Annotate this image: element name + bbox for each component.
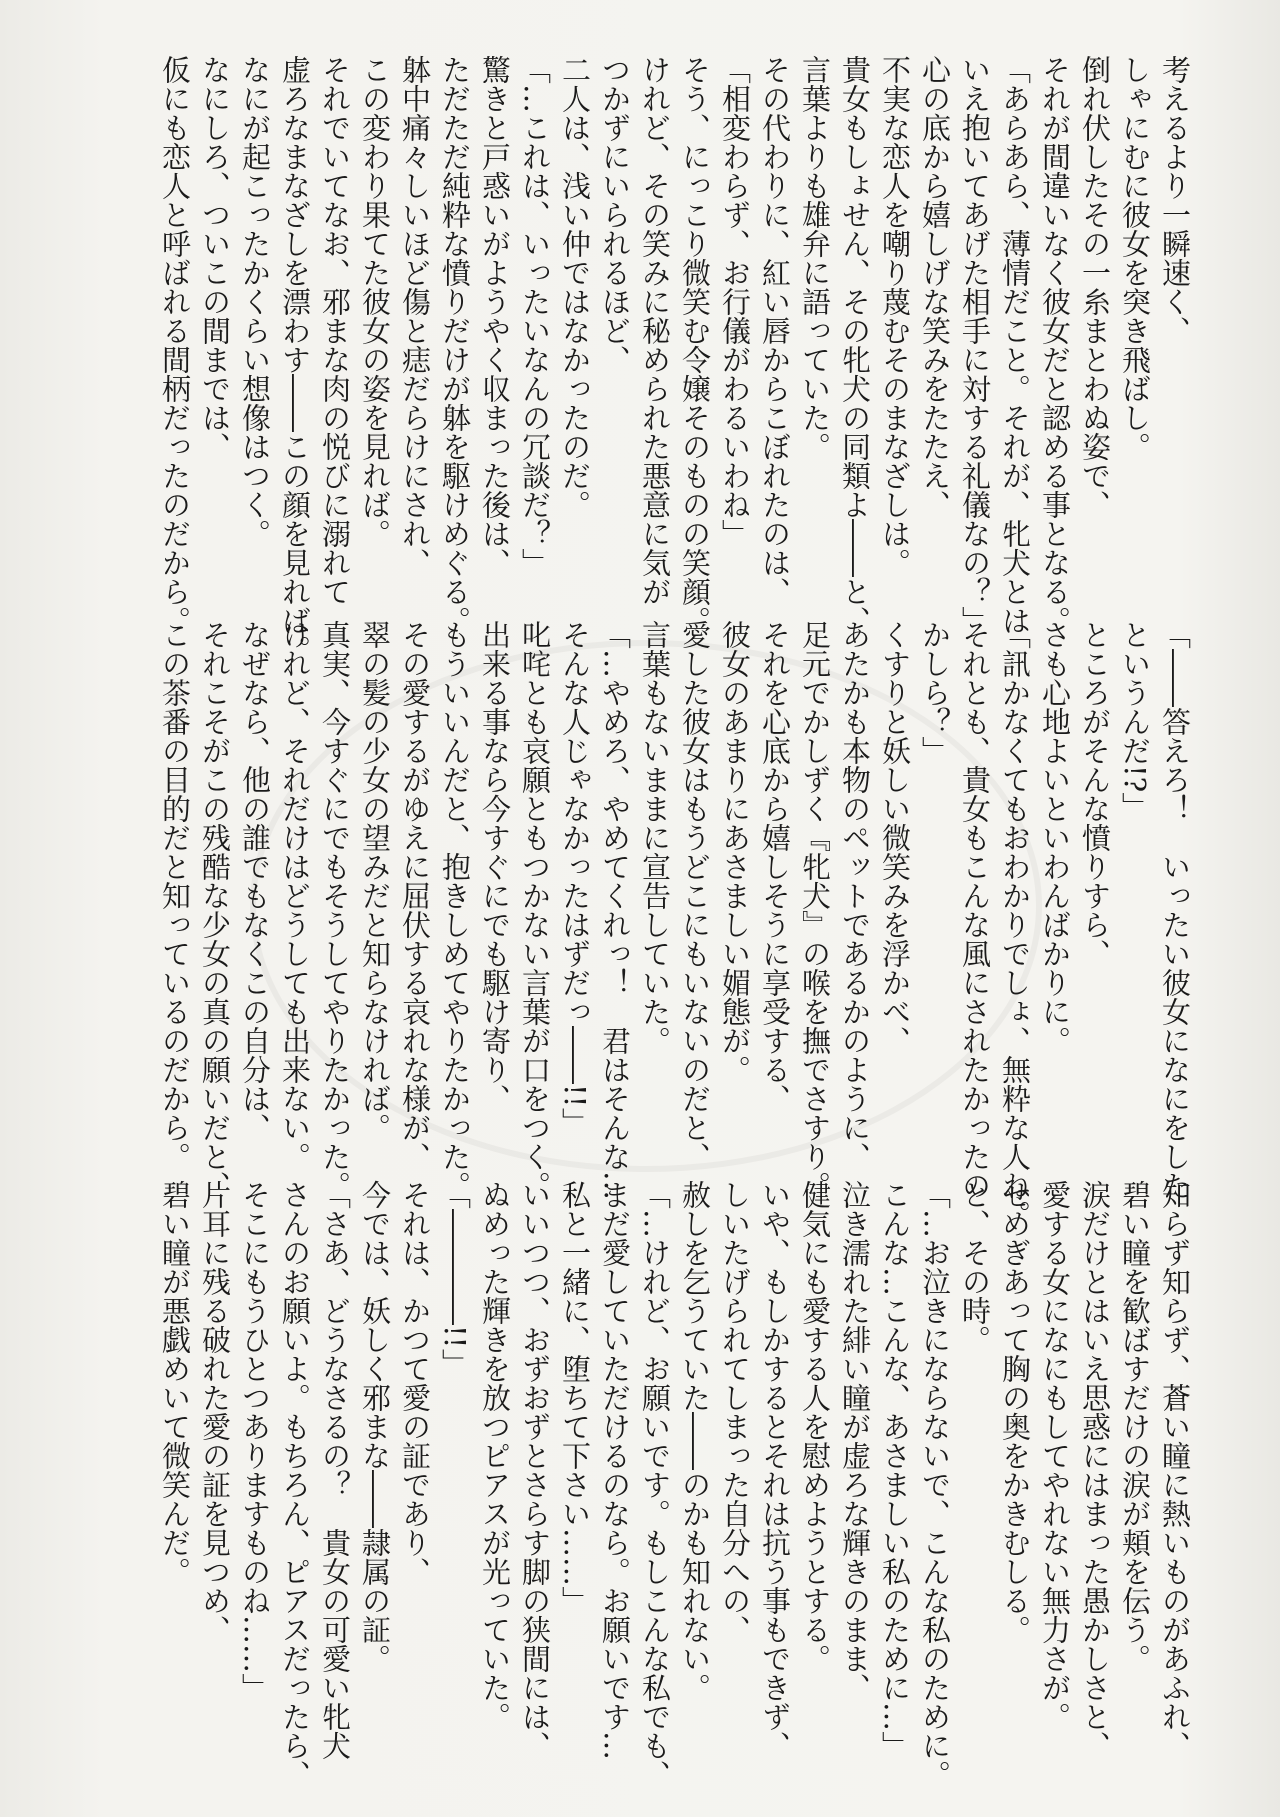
text-line: いえ抱いてあげた相手に対する礼儀なの？」	[958, 55, 992, 635]
text-line: なにが起こったかくらい想像はつく。	[238, 55, 272, 548]
text-block-upper	[155, 55, 1195, 664]
text-line: 泣き濡れた緋い瞳が虚ろな輝きのまま、	[838, 1180, 872, 1702]
text-line: 碧い瞳が悪戯めいて微笑んだ。	[158, 1180, 192, 1586]
text-line: こんな…こんな、あさましい私のために…」	[878, 1180, 912, 1760]
text-line: 愛する女になにもしてやれない無力さが。	[1038, 1180, 1072, 1731]
text-line: 叱咤とも哀願ともつかない言葉が口をつく。	[518, 620, 552, 1200]
text-line: さも心地よいといわんばかりに。	[1038, 620, 1072, 1055]
text-line: 出来る事なら今すぐにでも駆け寄り、	[478, 620, 512, 1113]
text-line: くすりと妖しい微笑みを浮かべ、	[878, 620, 912, 1055]
text-line: 「…やめろ、やめてくれっ！ 君はそんな…	[598, 620, 632, 1200]
text-line: 仮にも恋人と呼ばれる間柄だったのだから。	[158, 55, 192, 635]
text-line: 考えるより一瞬速く、	[1158, 55, 1192, 345]
text-line: 今では、妖しく邪まな――隷属の証。	[358, 1180, 392, 1673]
text-line: 「――答えろ！ いったい彼女になにをした	[1158, 620, 1192, 1200]
text-line: 言葉よりも雄弁に語っていた。	[798, 55, 832, 461]
text-line: なにしろ、ついこの間までは、	[198, 55, 232, 461]
text-line: 赦しを乞うていた――のかも知れない。	[678, 1180, 712, 1702]
text-line: 「相変わらず、お行儀がわるいわね」	[718, 55, 752, 548]
text-line: それを心底から嬉しそうに享受する、	[758, 620, 792, 1113]
text-line: つかずにいられるほど、	[598, 55, 632, 374]
text-line: なぜなら、他の誰でもなくこの自分は、	[238, 620, 272, 1142]
text-line: 二人は、浅い仲ではなかったのだ。	[558, 55, 592, 519]
text-line: 「あらあら、薄情だこと。それが、牝犬とは	[998, 55, 1032, 635]
text-line: もういいんだと、抱きしめてやりたかった。	[438, 620, 472, 1200]
text-line: 涙だけとはいえ思惑にはまった愚かしさと、	[1078, 1180, 1112, 1760]
text-line: 虚ろなまなざしを漂わす――この顔を見れば。	[278, 55, 312, 664]
text-line: その代わりに、紅い唇からこぼれたのは、	[758, 55, 792, 606]
text-line: 片耳に残る破れた愛の証を見つめ、	[198, 1180, 232, 1644]
text-line: この変わり果てた彼女の姿を見れば。	[358, 55, 392, 548]
text-line: 心の底から嬉しげな笑みをたたえ、	[918, 55, 952, 519]
text-line: いいつつ、おずおずとさらす脚の狭間には、	[518, 1180, 552, 1760]
text-line: 「…これは、いったいなんの冗談だ？」	[518, 55, 552, 577]
text-line: ただただ純粋な憤りだけが躰を駆けめぐる。	[438, 55, 472, 635]
text-line: しゃにむに彼女を突き飛ばし。	[1118, 55, 1152, 461]
text-line: 彼女のあまりにあさましい媚態が。	[718, 620, 752, 1084]
text-line: 碧い瞳を歓ばすだけの涙が頬を伝う。	[1118, 1180, 1152, 1673]
text-line: 「…お泣きにならないで、こんな私のために。	[918, 1180, 952, 1789]
text-line: 健気にも愛する人を慰めようとする。	[798, 1180, 832, 1673]
text-line: かしら？」	[918, 620, 952, 765]
text-line: あたかも本物のペットであるかのように、	[838, 620, 872, 1171]
text-line: それとも、貴女もこんな風にされたかったの	[958, 620, 992, 1200]
text-line: 「訊かなくてもおわかりでしょ、無粋な人ね。	[998, 620, 1032, 1229]
text-line: 「…けれど、お願いです。もしこんな私でも、	[638, 1180, 672, 1789]
text-line: 真実、今すぐにでもそうしてやりたかった。	[318, 620, 352, 1200]
text-line: 知らず知らず、蒼い瞳に熱いものがあふれ、	[1158, 1180, 1192, 1760]
text-line: 「――――!!」	[438, 1180, 472, 1378]
text-line: 「さあ、どうなさるの？ 貴女の可愛い牝犬	[318, 1180, 352, 1760]
text-line: というんだ!?」	[1118, 620, 1152, 822]
text-line: 言葉もないままに宣告していた。	[638, 620, 672, 1055]
text-line: けれど、それだけはどうしても出来ない。	[278, 620, 312, 1171]
text-line: と、その時。	[958, 1180, 992, 1354]
text-line: しいたげられてしまった自分への、	[718, 1180, 752, 1644]
text-line: それでいてなお、邪まな肉の悦びに溺れて	[318, 55, 352, 606]
text-line: ぬめった輝きを放つピアスが光っていた。	[478, 1180, 512, 1731]
text-line: 不実な恋人を嘲り蔑むそのまなざしは。	[878, 55, 912, 577]
text-line: そんな人じゃなかったはずだっ――!!」	[558, 620, 592, 1137]
text-line: それこそがこの残酷な少女の真の願いだと、	[198, 620, 232, 1200]
text-line: 倒れ伏したその一糸まとわぬ姿で、	[1078, 55, 1112, 519]
text-line: それが間違いなく彼女だと認める事となる。	[1038, 55, 1072, 635]
text-block-lower	[155, 1180, 1195, 1789]
text-line: 私と一緒に、堕ちて下さい……」	[558, 1180, 592, 1615]
text-line: まだ愛していただけるのなら。お願いです…	[598, 1180, 632, 1760]
text-line: けれど、その笑みに秘められた悪意に気が	[638, 55, 672, 606]
text-line: この茶番の目的だと知っているのだから。	[158, 620, 192, 1171]
text-line: せめぎあって胸の奥をかきむしる。	[998, 1180, 1032, 1644]
text-line: その愛するがゆえに屈伏する哀れな様が、	[398, 620, 432, 1171]
text-line: そう、にっこり微笑む令嬢そのものの笑顔。	[678, 55, 712, 635]
text-line: いや、もしかするとそれは抗う事もできず、	[758, 1180, 792, 1760]
text-line: 貴女もしょせん、その牝犬の同類よ――と、	[838, 55, 872, 635]
text-line: 驚きと戸惑いがようやく収まった後は、	[478, 55, 512, 577]
text-line: 愛した彼女はもうどこにもいないのだと、	[678, 620, 712, 1171]
text-line: 躰中痛々しいほど傷と痣だらけにされ、	[398, 55, 432, 577]
text-line: 足元でかしずく『牝犬』の喉を撫でさすり。	[798, 620, 832, 1200]
text-line: 翠の髪の少女の望みだと知らなければ。	[358, 620, 392, 1142]
text-line: ところがそんな憤りすら、	[1078, 620, 1112, 968]
text-line: そこにもうひとつありますものね……」	[238, 1180, 272, 1702]
text-line: それは、かつて愛の証であり、	[398, 1180, 432, 1586]
text-block-middle	[155, 620, 1195, 1229]
text-line: さんのお願いよ。もちろん、ピアスだったら、	[278, 1180, 312, 1789]
